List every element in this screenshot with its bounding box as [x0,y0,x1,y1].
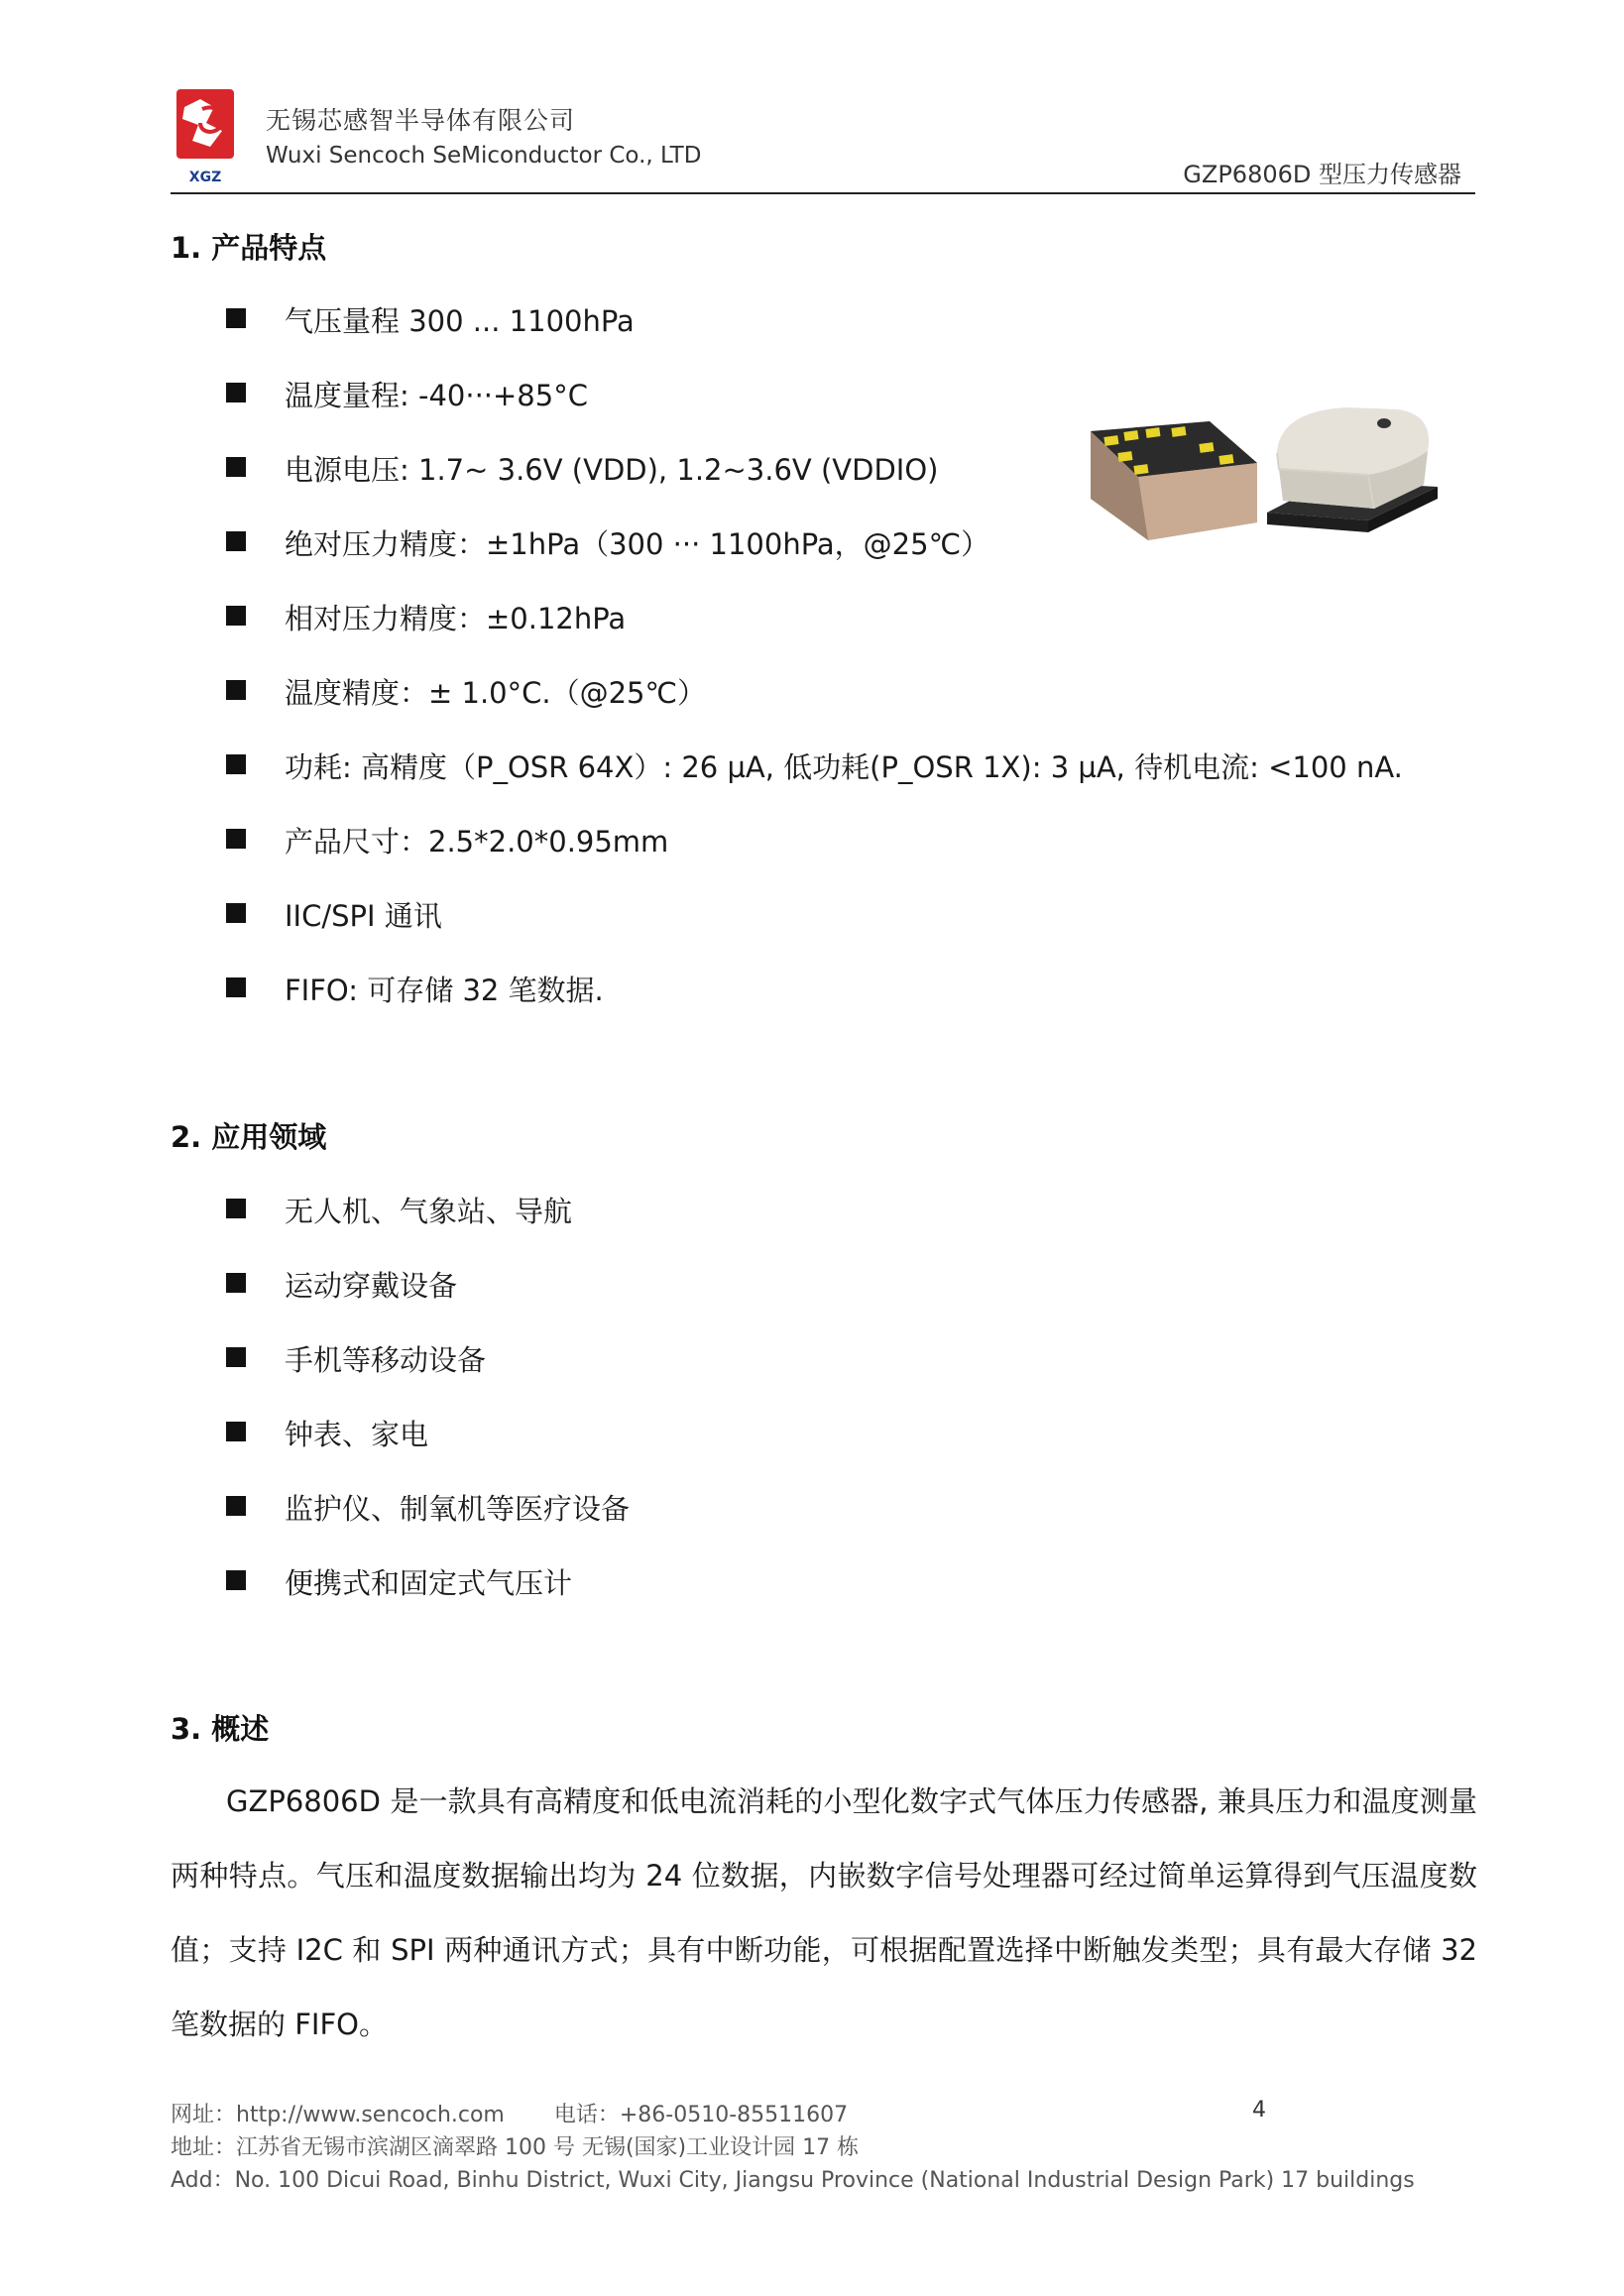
list-item: FIFO: 可存储 32 笔数据. [226,969,1403,1043]
applications-list [226,1190,630,1636]
page-number: 4 [1252,2098,1266,2123]
chip-bottom-view [1091,421,1257,540]
list-item: IIC/SPI 通讯 [226,894,1403,969]
list-item: 手机等移动设备 [226,1338,630,1413]
section-title-features: 1. 产品特点 [171,231,327,265]
bullet-square-icon [226,1273,246,1293]
bullet-square-icon [226,680,246,700]
page-footer [171,2098,1475,2196]
list-item: 温度精度：± 1.0°C.（@25℃） [226,671,1403,746]
bullet-square-icon [226,308,246,328]
section-title-overview: 3. 概述 [171,1712,270,1746]
bullet-square-icon [226,383,246,402]
sensor-chip-image [1081,382,1457,580]
list-item: 便携式和固定式气压计 [226,1561,630,1636]
bullet-square-icon [226,903,246,923]
list-item: 温度量程: -40···+85°C [226,374,1403,448]
footer-website: 网址：http://www.sencoch.com [171,2103,505,2127]
bullet-square-icon [226,1199,246,1218]
company-name-cn: 无锡芯感智半导体有限公司 [266,106,576,135]
bullet-square-icon [226,829,246,849]
bullet-square-icon [226,1496,246,1516]
bullet-square-icon [226,531,246,551]
list-item: 无人机、气象站、导航 [226,1190,630,1264]
header-divider [171,192,1475,194]
bullet-square-icon [226,1570,246,1590]
list-item: 钟表、家电 [226,1413,630,1487]
footer-address-en: Add：No. 100 Dicui Road, Binhu District, Wuxi City, Jiangsu Province (National Industrial Design Park) 17 buildings [171,2168,1415,2193]
bullet-square-icon [226,1422,246,1441]
company-logo [171,85,240,188]
list-item: 运动穿戴设备 [226,1264,630,1338]
list-item: 监护仪、制氧机等医疗设备 [226,1487,630,1561]
chip-top-view [1267,407,1438,532]
list-item: 绝对压力精度：±1hPa（300 ··· 1100hPa，@25℃） [226,522,1403,597]
bullet-square-icon [226,457,246,477]
section-title-applications: 2. 应用领域 [171,1120,327,1154]
footer-phone: 电话：+86-0510-85511607 [553,2103,849,2127]
list-item: 气压量程 300 ... 1100hPa [226,299,1403,374]
company-name-en: Wuxi Sencoch SeMiconductor Co., LTD [266,143,702,169]
header-product-title: GZP6806D 型压力传感器 [1183,161,1461,188]
overview-paragraph: GZP6806D 是一款具有高精度和低电流消耗的小型化数字式气体压力传感器, 兼具压力和温度测量两种特点。气压和温度数据输出均为 24 位数据，内嵌数字信号处理器可经过简单运算得到气压温度数值；支持 I2C 和 SPI 两种通讯方式；具有中断功能，可根据配置选择中断触发类型；具有最大存储 32 笔数据的 FIFO。 [171,1784,1477,2041]
list-item: 电源电压: 1.7~ 3.6V (VDD), 1.2~3.6V (VDDIO) [226,448,1403,522]
bullet-square-icon [226,754,246,774]
bullet-square-icon [226,977,246,997]
footer-address-cn: 地址：江苏省无锡市滨湖区滴翠路 100 号 无锡(国家)工业设计园 17 栋 [171,2135,860,2160]
svg-text:XGZ: XGZ [188,170,222,185]
bullet-square-icon [226,1347,246,1367]
list-item: 相对压力精度：±0.12hPa [226,597,1403,671]
list-item: 功耗: 高精度（P_OSR 64X）: 26 µA, 低功耗(P_OSR 1X): 3 µA, 待机电流: <100 nA. [226,746,1403,820]
page-header [171,83,1475,194]
list-item: 产品尺寸：2.5*2.0*0.95mm [226,820,1403,894]
bullet-square-icon [226,606,246,626]
